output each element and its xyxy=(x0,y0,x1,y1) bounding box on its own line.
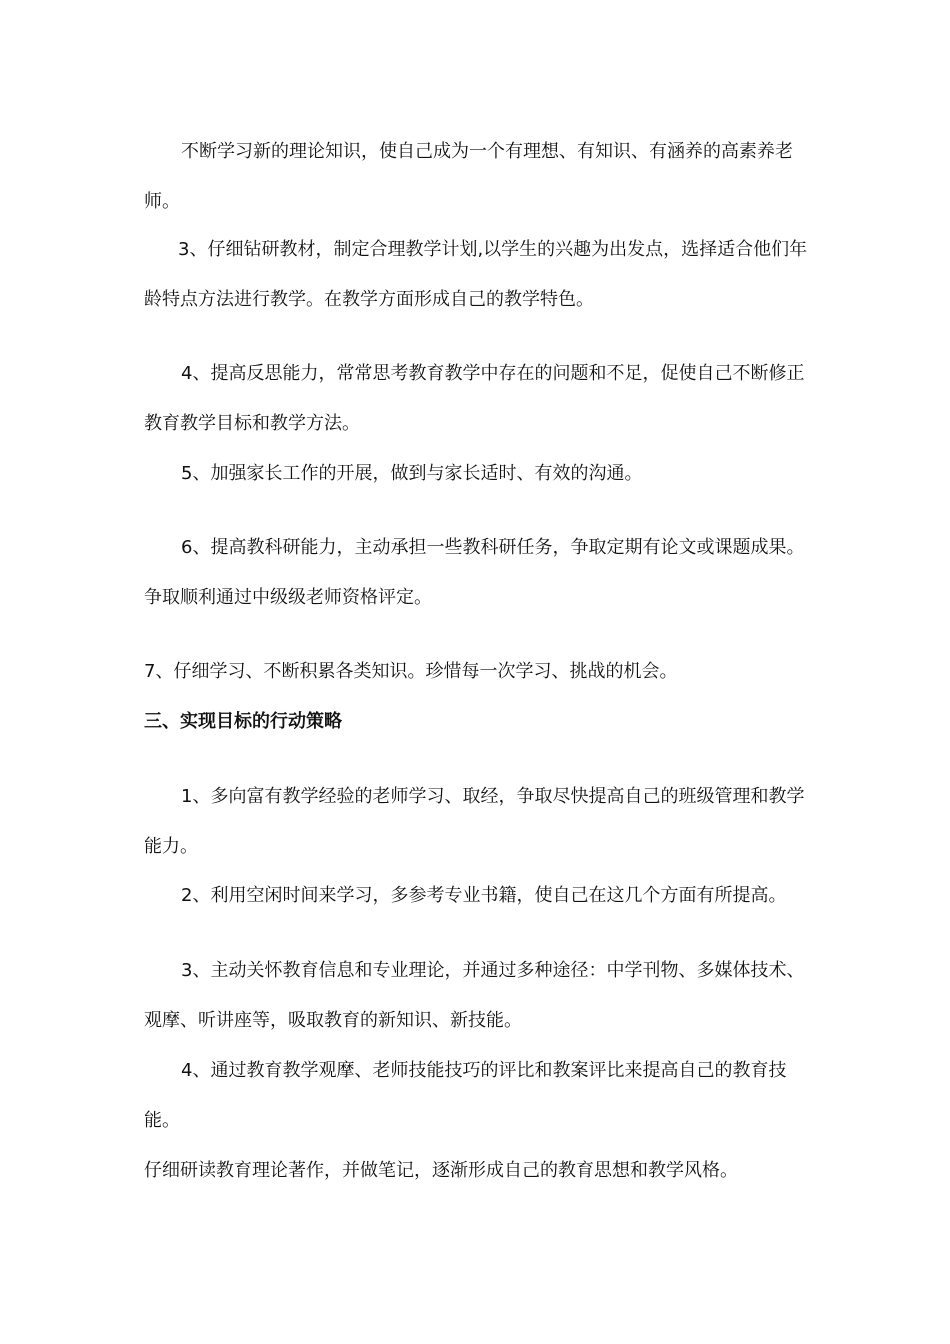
paragraph-item-7-learning: 7、仔细学习、不断积累各类知识。珍惜每一次学习、挑战的机会。 xyxy=(144,661,678,682)
paragraph-item-6-research: 6、提高教科研能力，主动承担一些教科研任务，争取定期有论文或课题成果。争取顺利通过中级级老师资格评定。 xyxy=(144,537,805,608)
paragraph-strategy-3: 3、主动关怀教育信息和专业理论，并通过多种途径：中学刊物、多媒体技术、观摩、听讲座等，吸取教育的新知识、新技能。 xyxy=(144,960,805,1031)
paragraph-strategy-4: 4、通过教育教学观摩、老师技能技巧的评比和教案评比来提高自己的教育技能。 xyxy=(144,1060,787,1131)
paragraph-item-3-textbook: 3、仔细钻研教材，制定合理教学计划,以学生的兴趣为出发点，选择适合他们年龄特点方法进行教学。在教学方面形成自己的教学特色。 xyxy=(144,239,808,310)
paragraph-theory-reading: 仔细研读教育理论著作，并做笔记，逐渐形成自己的教育思想和教学风格。 xyxy=(144,1160,738,1181)
section-heading-strategies: 三、实现目标的行动策略 xyxy=(144,711,342,732)
paragraph-strategy-2: 2、利用空闲时间来学习，多参考专业书籍，使自己在这几个方面有所提高。 xyxy=(181,885,787,906)
paragraph-item-4-reflection: 4、提高反思能力，常常思考教育教学中存在的问题和不足，促使自己不断修正教育教学目标和教学方法。 xyxy=(144,363,805,434)
paragraph-theory-study: 不断学习新的理论知识，使自己成为一个有理想、有知识、有涵养的高素养老师。 xyxy=(144,141,793,212)
paragraph-strategy-1: 1、多向富有教学经验的老师学习、取经，争取尽快提高自己的班级管理和教学能力。 xyxy=(144,786,805,857)
paragraph-item-5-parents: 5、加强家长工作的开展，做到与家长适时、有效的沟通。 xyxy=(181,463,643,484)
